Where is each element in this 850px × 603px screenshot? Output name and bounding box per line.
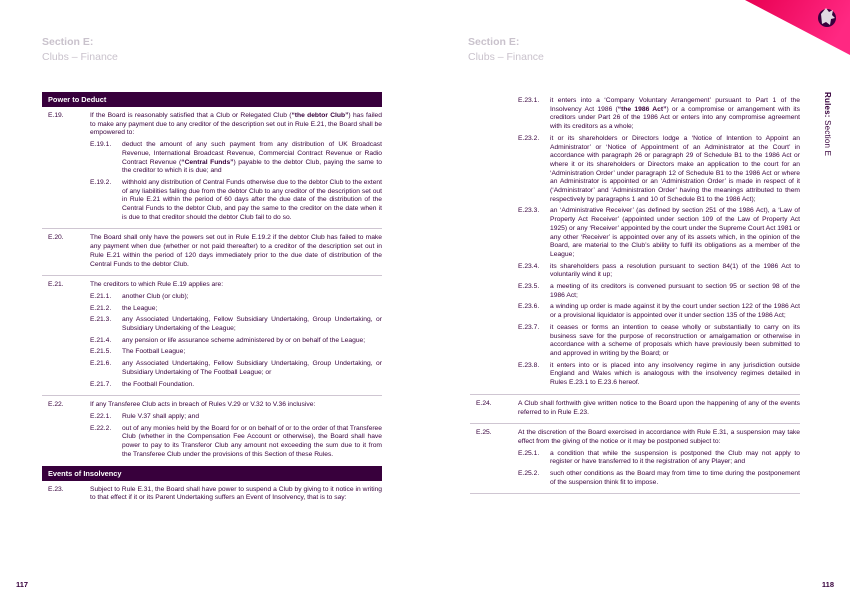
subrule [90, 360, 382, 377]
corner-banner [735, 0, 850, 55]
subrule-text: an ‘Administrative Receiver’ (as defined by section 251 of the 1986 Act), a ‘Law of Property Act Receiver’ (appointed under section 109 of the Law of Property Act 1925) or any ‘Receiver’ appointed by the court under the Supreme Court Act 1981 or any other ‘Receiver’ is appointed over any of its assets which, in the opinion of the Board, are material to the Club’s ability to fulfil its obligations as a member of the League; [550, 207, 800, 258]
rule-number: E.22. [48, 401, 64, 409]
subrule [90, 425, 382, 460]
rule-number: E.25. [476, 429, 492, 437]
rule-number: E.21. [48, 281, 64, 289]
subrule-text: it or its shareholders or Directors lodge a ‘Notice of Intention to Appoint an Administrator’ or ‘Notice of Appointment of an Administrator at the Court’ in accordance with paragraph 26 or paragraph 29 of Schedule B1 to the 1986 Act or where it or its shareholders or Directors make an application to the court for an ‘Administration Order’ under paragraph 12 of Schedule B1 to the 1986 Act or where an Administrator is appointed or an ‘Administration Order’ is made in respect of it (‘Administrator’ and ‘Administration Order’ having the meanings attributed to them respectively by paragraphs 1 and 10 of Schedule B1 to the 1986 Act); [550, 134, 800, 203]
section-subtitle: Clubs – Finance [468, 51, 544, 63]
rule-body [90, 112, 382, 222]
section-subtitle: Clubs – Finance [42, 51, 118, 63]
subrule-text: any Associated Undertaking, Fellow Subsidiary Undertaking, Group Undertaking, or Subsidiary Undertaking of The Football League; or [122, 360, 382, 376]
subrule-e23-4 [518, 263, 800, 280]
subrule-e23-5 [518, 283, 800, 300]
rule-number-spacer [476, 97, 518, 388]
rule-e21 [42, 276, 382, 396]
subrule [90, 337, 382, 346]
rule-e25 [470, 424, 800, 494]
rule-e23-continued [470, 92, 800, 395]
subrule-text: ) payable to the debtor Club, paying the same to the creditor to which it is due; and [122, 158, 382, 175]
subrule-number: E.23.8. [518, 361, 540, 369]
subrule [90, 293, 382, 302]
rule-text: ) has failed to make any payment due to any creditor of the description set out in Rule E.21, the Board shall be empowered to: [90, 112, 382, 137]
power-to-deduct-bar: Power to Deduct [42, 92, 382, 107]
subrule-number: E.22.1. [90, 412, 112, 420]
rule-text: If any Transferee Club acts in breach of Rules V.29 or V.32 to V.36 inclusive: [90, 401, 316, 409]
subrule-text: a condition that while the suspension is postponed the Club may not apply to register or have transferred to it the registration of any Player; and [550, 449, 800, 466]
rule-text: A Club shall forthwith give written notice to the Board upon the happening of any of the events referred to in Rule E.23. [518, 399, 800, 416]
subrule [90, 348, 382, 357]
rule-text: At the discretion of the Board exercised in accordance with Rule E.31, a suspension may take effect from the giving of the notice or it may be postponed subject to: [518, 429, 800, 445]
subrule [90, 305, 382, 314]
subrule-number: E.25.1. [518, 449, 540, 457]
right-column [470, 92, 800, 494]
subrule-number: E.21.4. [90, 336, 112, 344]
subrule-number: E.21.6. [90, 360, 112, 368]
rule-e22 [42, 396, 382, 465]
right-section-header [468, 36, 544, 63]
subrule-e23-6 [518, 303, 800, 320]
premier-league-lion-logo-icon [735, 0, 850, 55]
subrule-number: E.23.3. [518, 207, 540, 215]
rule-body [90, 281, 382, 389]
subrule-text: a winding up order is made against it by the court under section 122 of the 1986 Act or a provisional liquidator is appointed over it under section 135 of the 1986 Act; [550, 303, 800, 320]
subrule-text: the League; [122, 304, 158, 312]
subrule-text: ) or a compromise or arrangement with its creditors under Part 26 of the 1986 Act or enters into any compromise agreement with its creditors as a whole; [550, 105, 801, 131]
subrule-number: E.23.7. [518, 323, 540, 331]
subrule-number: E.21.3. [90, 316, 112, 324]
subrule-number: E.25.2. [518, 470, 540, 478]
rule-body [518, 97, 800, 388]
subrule-e23-1 [518, 97, 800, 132]
subrule-text: Rule V.37 shall apply; and [122, 412, 200, 420]
page-number-left: 117 [16, 580, 29, 589]
subrule-e25-2 [518, 470, 800, 487]
side-tab-rest: Section E [823, 117, 832, 157]
subrule-number: E.21.7. [90, 380, 112, 388]
subrule-number: E.22.2. [90, 424, 112, 432]
subrule [90, 413, 382, 422]
subrule-text: out of any monies held by the Board for or on behalf of or to the order of that Transferee Club (whether in the Compensation Fee Account or otherwise), the Board shall have power to pay to its Transferor Club any amount not exceeding the sum due to it from the Transferee Club under the provisions of this Section of these Rules. [122, 424, 382, 458]
subrule-e25-1 [518, 450, 800, 467]
subrule-text: its shareholders pass a resolution pursuant to section 84(1) of the 1986 Act to voluntarily wind it up; [550, 262, 800, 279]
subrule-text: The Football League; [122, 348, 186, 356]
rule-number: E.23. [48, 485, 64, 493]
subrule-number: E.21.1. [90, 292, 112, 300]
subrule-number: E.23.2. [518, 134, 540, 142]
subrule-number: E.23.1. [518, 97, 540, 104]
subrule-number: E.23.4. [518, 262, 540, 270]
rule-number: E.19. [48, 112, 64, 119]
rule-text: The creditors to which Rule E.19 applies are: [90, 281, 224, 289]
subrule-text: the Football Foundation. [122, 380, 195, 388]
subrule-text: it ceases or forms an intention to cease wholly or substantially to carry on its business save for the purpose of reconstruction or amalgamation or otherwise in accordance with a scheme of proposals which have previously been submitted to and approved in writing by the Board; or [550, 323, 800, 357]
subrule-number: E.19.2. [90, 178, 112, 186]
subrule-text: such other conditions as the Board may from time to time during the postponement of the suspension think fit to impose. [550, 470, 800, 486]
side-tab-bold: Rules: [823, 92, 832, 118]
subrule-text: it enters into or is placed into any insolvency regime in any jurisdiction outside England and Wales which is analogous with the insolvency regimes detailed in Rules E.23.1 to E.23.6 hereof. [550, 361, 800, 387]
section-title: Section E: [42, 36, 94, 48]
events-of-insolvency-bar: Events of Insolvency [42, 466, 382, 481]
rule-text: The Board shall only have the powers set out in Rule E.19.2 if the debtor Club has failed to make any payment when due (whether or not paid thereafter) to a creditor of the description set out in Rule E.21 within the period of 120 days immediately prior to the due date of distribution of the Central Funds to the debtor Club. [90, 234, 382, 268]
subrule-e23-7 [518, 324, 800, 359]
subrule-text: any Associated Undertaking, Fellow Subsidiary Undertaking, Group Undertaking, or Subsidiary Undertaking of the League; [122, 316, 382, 333]
subrule-e23-3 [518, 207, 800, 259]
rule-e23 [42, 481, 382, 509]
rule-e24 [470, 395, 800, 424]
subrule-e19-1 [90, 141, 382, 176]
side-tab [823, 92, 832, 156]
subrule-number: E.21.5. [90, 348, 112, 356]
subrule-text: deduct the amount of any such payment from any distribution of UK Broadcast Revenue, International Broadcast Revenue, Commercial Contract Revenue or Radio Contract Revenue ( [122, 141, 382, 166]
rule-e20 [42, 229, 382, 276]
defined-term: “Central Funds” [181, 158, 234, 166]
left-column [42, 92, 382, 509]
section-title: Section E: [468, 36, 520, 48]
subrule-number: E.23.6. [518, 303, 540, 311]
subrule-text: any pension or life assurance scheme administered by or on behalf of the League; [122, 336, 366, 344]
rule-text: If the Board is reasonably satisfied that a Club or Relegated Club ( [90, 112, 292, 119]
subrule-text: withhold any distribution of Central Funds otherwise due to the debtor Club to the extent of any liabilities falling due from the debtor Club to any creditor of the description set out in Rule E.21 within the period of 60 days after the due date of the distribution of the Central Funds to the debtor Club, and pay the same to the creditor on the date when it is due to that creditor should the debtor Club fail to do so. [122, 178, 382, 221]
rule-number: E.20. [48, 234, 64, 242]
subrule [90, 381, 382, 390]
subrule-e23-2 [518, 135, 800, 205]
rule-e19 [42, 107, 382, 229]
subrule-text: another Club (or club); [122, 292, 189, 300]
subrule-text: a meeting of its creditors is convened pursuant to section 95 or section 98 of the 1986 Act; [550, 283, 800, 299]
subrule-text: it enters into a ‘Company Voluntary Arrangement’ pursuant to Part 1 of the Insolvency Act 1986 ( [550, 97, 800, 113]
page-number-right: 118 [821, 580, 834, 589]
defined-term: “the 1986 Act” [617, 105, 667, 113]
rule-text: Subject to Rule E.31, the Board shall have power to suspend a Club by giving to it notice in writing to that effect if it or its Parent Undertaking suffers an Event of Insolvency, that is to say: [90, 485, 382, 502]
subrule-e23-8 [518, 362, 800, 388]
subrule-number: E.19.1. [90, 141, 112, 149]
subrule-number: E.23.5. [518, 283, 540, 291]
subrule [90, 316, 382, 333]
rule-body [90, 401, 382, 459]
rule-body [518, 429, 800, 487]
subrule-number: E.21.2. [90, 304, 112, 312]
rule-number: E.24. [476, 399, 492, 407]
left-section-header [42, 36, 118, 63]
subrule-e19-2 [90, 179, 382, 223]
defined-term: “the debtor Club” [291, 112, 349, 119]
